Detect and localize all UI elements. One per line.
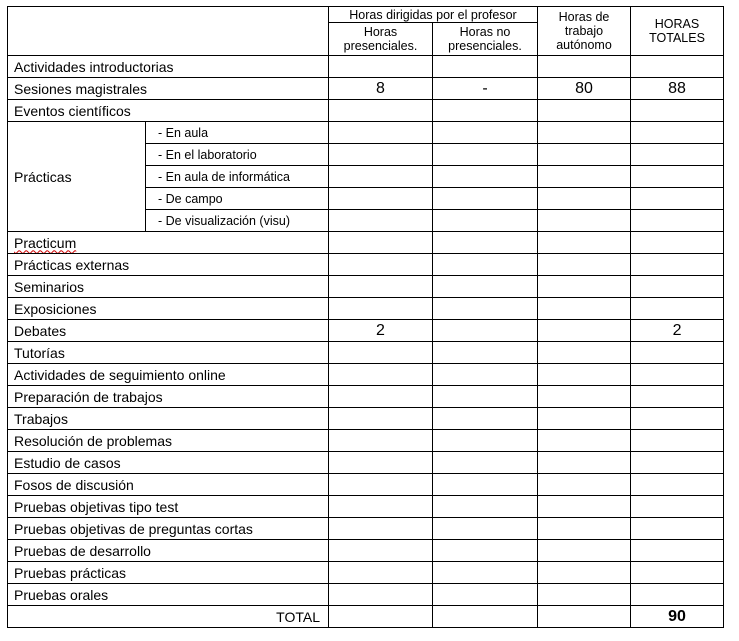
cell-presenciales <box>329 474 433 496</box>
cell-presenciales <box>329 408 433 430</box>
cell-no-presenciales: - <box>433 78 538 100</box>
cell-presenciales <box>329 452 433 474</box>
practicas-sub-item: - En aula de informática <box>146 166 329 188</box>
cell-total <box>631 144 724 166</box>
cell-presenciales <box>329 540 433 562</box>
cell-autonomo <box>538 562 631 584</box>
cell-autonomo <box>538 452 631 474</box>
cell-total <box>631 232 724 254</box>
table-row <box>8 254 724 276</box>
table-row <box>8 584 724 606</box>
cell-no-presenciales <box>433 210 538 232</box>
header-group-title: Horas dirigidas por el profesor <box>329 7 538 23</box>
cell-autonomo <box>538 364 631 386</box>
table-row <box>8 100 724 122</box>
cell-total <box>631 408 724 430</box>
cell-no-presenciales <box>433 584 538 606</box>
row-label: Tutorías <box>8 342 329 364</box>
cell-total <box>631 584 724 606</box>
cell-presenciales <box>329 100 433 122</box>
cell-total <box>631 166 724 188</box>
cell-no-presenciales <box>433 320 538 342</box>
table-row <box>8 386 724 408</box>
practicas-sub-item: - De visualización (visu) <box>146 210 329 232</box>
cell-total <box>631 452 724 474</box>
row-label: Exposiciones <box>8 298 329 320</box>
cell-autonomo <box>538 540 631 562</box>
cell-no-presenciales <box>433 364 538 386</box>
cell-presenciales <box>329 584 433 606</box>
table-row <box>8 562 724 584</box>
hours-table <box>7 6 724 628</box>
cell-no-presenciales <box>433 474 538 496</box>
table-row <box>8 56 724 78</box>
row-label: Prácticas externas <box>8 254 329 276</box>
cell-presenciales <box>329 166 433 188</box>
cell-presenciales: 2 <box>329 320 433 342</box>
row-label: Trabajos <box>8 408 329 430</box>
row-label: Actividades introductorias <box>8 56 329 78</box>
cell-autonomo <box>538 408 631 430</box>
cell-autonomo <box>538 232 631 254</box>
cell-total <box>631 276 724 298</box>
row-label: Pruebas de desarrollo <box>8 540 329 562</box>
cell-no-presenciales <box>433 276 538 298</box>
row-label: Fosos de discusión <box>8 474 329 496</box>
cell-autonomo <box>538 298 631 320</box>
cell-no-presenciales <box>433 518 538 540</box>
row-label: Eventos científicos <box>8 100 329 122</box>
cell-no-presenciales <box>433 606 538 628</box>
hours-table-container <box>7 6 724 628</box>
cell-autonomo <box>538 518 631 540</box>
grand-total-value: 90 <box>631 606 724 628</box>
cell-no-presenciales <box>433 408 538 430</box>
cell-presenciales <box>329 562 433 584</box>
cell-no-presenciales <box>433 188 538 210</box>
table-row <box>8 276 724 298</box>
cell-total <box>631 518 724 540</box>
cell-no-presenciales <box>433 254 538 276</box>
cell-total <box>631 496 724 518</box>
cell-autonomo: 80 <box>538 78 631 100</box>
table-row <box>8 540 724 562</box>
total-row <box>8 606 724 628</box>
cell-total <box>631 540 724 562</box>
practicas-label: Prácticas <box>8 122 146 232</box>
row-label: Pruebas objetivas tipo test <box>8 496 329 518</box>
row-label: Resolución de problemas <box>8 430 329 452</box>
header-totales: HORAS TOTALES <box>631 7 724 56</box>
table-row <box>8 364 724 386</box>
cell-autonomo <box>538 430 631 452</box>
cell-no-presenciales <box>433 298 538 320</box>
cell-presenciales <box>329 210 433 232</box>
table-row <box>8 232 724 254</box>
cell-presenciales <box>329 254 433 276</box>
cell-autonomo <box>538 276 631 298</box>
cell-presenciales <box>329 188 433 210</box>
cell-no-presenciales <box>433 232 538 254</box>
table-row <box>8 122 724 144</box>
cell-presenciales <box>329 144 433 166</box>
cell-total <box>631 210 724 232</box>
cell-no-presenciales <box>433 452 538 474</box>
cell-presenciales <box>329 232 433 254</box>
table-row <box>8 474 724 496</box>
row-label: Sesiones magistrales <box>8 78 329 100</box>
practicas-sub-item: - En el laboratorio <box>146 144 329 166</box>
cell-total <box>631 562 724 584</box>
header-autonomo: Horas de trabajo autónomo <box>538 7 631 56</box>
cell-total <box>631 100 724 122</box>
cell-autonomo <box>538 386 631 408</box>
table-row <box>8 320 724 342</box>
table-row <box>8 518 724 540</box>
table-row <box>8 430 724 452</box>
cell-presenciales <box>329 276 433 298</box>
cell-no-presenciales <box>433 166 538 188</box>
table-row <box>8 452 724 474</box>
cell-total <box>631 342 724 364</box>
total-label: TOTAL <box>146 606 329 628</box>
header-presenciales: Horas presenciales. <box>329 23 433 56</box>
row-label: Seminarios <box>8 276 329 298</box>
cell-autonomo <box>538 166 631 188</box>
cell-autonomo <box>538 342 631 364</box>
cell-no-presenciales <box>433 540 538 562</box>
cell-autonomo <box>538 122 631 144</box>
cell-no-presenciales <box>433 386 538 408</box>
cell-no-presenciales <box>433 100 538 122</box>
cell-total <box>631 474 724 496</box>
cell-no-presenciales <box>433 342 538 364</box>
table-row <box>8 78 724 100</box>
total-blank-cell <box>8 606 146 628</box>
cell-autonomo <box>538 210 631 232</box>
cell-presenciales: 8 <box>329 78 433 100</box>
cell-presenciales <box>329 496 433 518</box>
cell-autonomo <box>538 320 631 342</box>
cell-autonomo <box>538 188 631 210</box>
cell-autonomo <box>538 606 631 628</box>
row-label: Actividades de seguimiento online <box>8 364 329 386</box>
row-label: Pruebas prácticas <box>8 562 329 584</box>
cell-presenciales <box>329 364 433 386</box>
cell-autonomo <box>538 254 631 276</box>
cell-no-presenciales <box>433 56 538 78</box>
cell-presenciales <box>329 122 433 144</box>
cell-presenciales <box>329 298 433 320</box>
cell-presenciales <box>329 430 433 452</box>
cell-total <box>631 364 724 386</box>
cell-total <box>631 188 724 210</box>
cell-total <box>631 430 724 452</box>
cell-presenciales <box>329 56 433 78</box>
header-no-presenciales: Horas no presenciales. <box>433 23 538 56</box>
cell-no-presenciales <box>433 496 538 518</box>
cell-no-presenciales <box>433 430 538 452</box>
table-row <box>8 408 724 430</box>
practicas-sub-item: - De campo <box>146 188 329 210</box>
cell-total <box>631 56 724 78</box>
cell-no-presenciales <box>433 144 538 166</box>
cell-presenciales <box>329 606 433 628</box>
cell-autonomo <box>538 474 631 496</box>
row-label: Debates <box>8 320 329 342</box>
cell-presenciales <box>329 518 433 540</box>
row-label: Estudio de casos <box>8 452 329 474</box>
cell-total: 2 <box>631 320 724 342</box>
cell-autonomo <box>538 496 631 518</box>
row-label: Practicum <box>8 232 329 254</box>
cell-autonomo <box>538 100 631 122</box>
cell-presenciales <box>329 342 433 364</box>
cell-total <box>631 122 724 144</box>
cell-autonomo <box>538 584 631 606</box>
cell-autonomo <box>538 56 631 78</box>
practicas-sub-item: - En aula <box>146 122 329 144</box>
table-row <box>8 496 724 518</box>
row-label: Preparación de trabajos <box>8 386 329 408</box>
cell-autonomo <box>538 144 631 166</box>
cell-total: 88 <box>631 78 724 100</box>
cell-total <box>631 254 724 276</box>
cell-total <box>631 386 724 408</box>
row-label: Pruebas objetivas de preguntas cortas <box>8 518 329 540</box>
cell-no-presenciales <box>433 562 538 584</box>
cell-no-presenciales <box>433 122 538 144</box>
table-row <box>8 342 724 364</box>
header-blank-cell <box>8 7 329 56</box>
row-label: Pruebas orales <box>8 584 329 606</box>
cell-total <box>631 298 724 320</box>
cell-presenciales <box>329 386 433 408</box>
table-row <box>8 298 724 320</box>
